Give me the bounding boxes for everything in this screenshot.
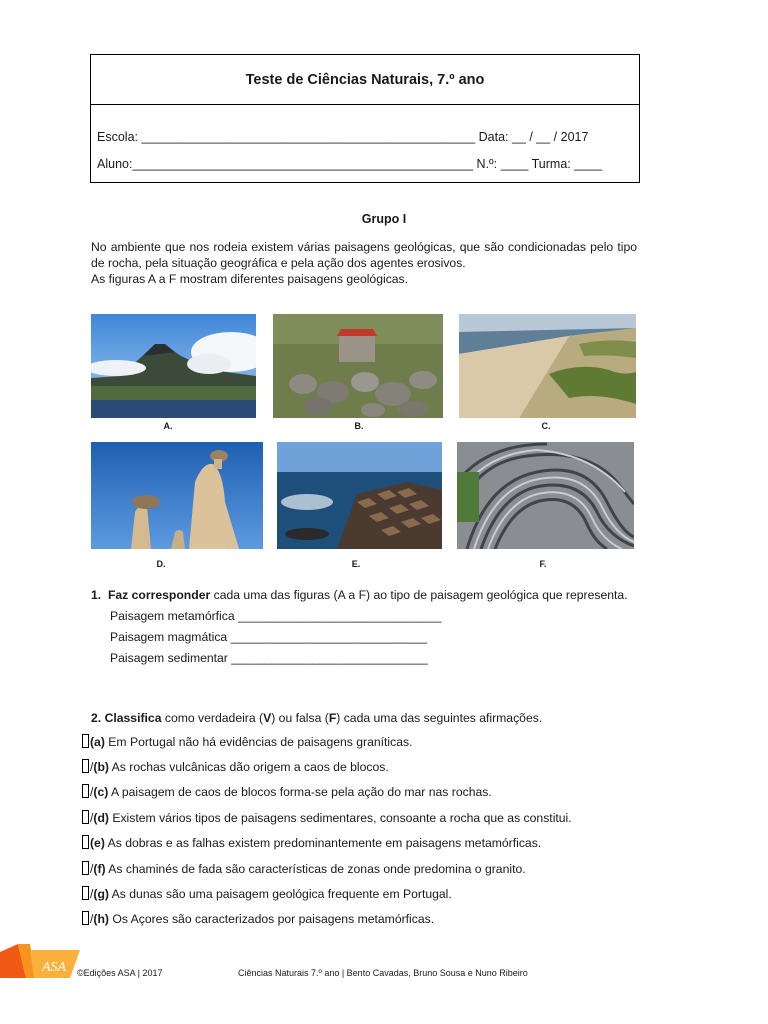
question-2-prompt [91,711,542,725]
statement-label: (d) [93,811,109,825]
answer-box[interactable] [82,911,89,925]
asa-logo-text: ASA [42,960,67,975]
false-letter: F [328,711,337,725]
statement-b [82,759,389,774]
statement-a [82,734,413,749]
figure-f-caption: F. [539,559,547,569]
question-2-text-2: ) ou falsa ( [271,711,329,725]
intro-text [91,239,637,287]
question-2-text-1: como verdadeira ( [161,711,264,725]
figure-c-dunes [459,314,636,418]
statement-prefix: / [90,811,94,825]
statement-h [82,911,434,926]
statement-label: (c) [93,785,109,799]
statement-text: As dobras e as falhas existem predominantemente em paisagens metamórficas. [104,836,542,850]
statement-label: (f) [93,862,106,876]
group-title: Grupo I [361,212,407,226]
question-2-bold: Classifica [104,711,162,725]
asa-logo [0,942,80,980]
statement-text: As dunas são uma paisagem geológica frequente em Portugal. [108,887,452,901]
statement-label: (g) [93,887,109,901]
statement-label: (b) [93,760,109,774]
figure-b-caption: B. [354,421,364,431]
question-1 [91,587,637,666]
answer-box[interactable] [82,759,89,773]
statement-label: (e) [90,836,105,850]
statement-e [82,835,541,850]
statement-label: (h) [93,912,109,926]
statement-prefix: / [90,760,94,774]
statement-d [82,810,572,825]
statement-text: As rochas vulcânicas dão origem a caos de blocos. [108,760,389,774]
statement-g [82,886,452,901]
statement-prefix: / [90,887,94,901]
statement-text: As chaminés de fada são características de zonas onde predomina o granito. [105,862,526,876]
header-box [90,54,640,183]
figure-b-boulders [273,314,443,418]
footer-copyright: ©Edições ASA | 2017 [77,968,163,978]
answer-box[interactable] [82,734,89,748]
answer-box[interactable] [82,810,89,824]
question-1-bold: Faz corresponder [107,588,211,602]
question-1-text: cada uma das figuras (A a F) ao tipo de paisagem geológica que representa. [210,588,628,602]
statement-c [82,784,492,799]
figure-e-caption: E. [351,559,361,569]
figure-e-basalt-columns [277,442,442,549]
statement-label: (a) [90,735,105,749]
statement-prefix: / [90,785,94,799]
statement-prefix: / [90,912,94,926]
student-number-line: Aluno:_________________________________________________ N.º: ____ Turma: ____ [97,157,603,171]
statement-text: Os Açores são caracterizados por paisagens metamórficas. [108,912,435,926]
statement-f [82,861,526,876]
statement-prefix: / [90,862,94,876]
answer-box[interactable] [82,861,89,875]
answer-box[interactable] [82,784,89,798]
statement-text: Existem vários tipos de paisagens sedimentares, consoante a rocha que as constitui. [108,811,572,825]
figure-f-folded-rock [457,442,634,549]
intro-paragraph-2: As figuras A a F mostram diferentes paisagens geológicas. [91,272,409,286]
figure-d-fairy-chimneys [91,442,263,549]
figure-d-caption: D. [156,559,166,569]
answer-box[interactable] [82,886,89,900]
figure-c-caption: C. [541,421,551,431]
figure-a-volcano [91,314,256,418]
question-2-number: 2. [91,711,102,725]
intro-paragraph-1: No ambiente que nos rodeia existem várias paisagens geológicas, que são condicionadas pelo tipo de rocha, pela situação geográfica e pela ação dos agentes erosivos. [91,240,637,270]
figure-a-caption: A. [163,421,173,431]
footer-authors: Ciências Naturais 7.º ano | Bento Cavadas, Bruno Sousa e Nuno Ribeiro [238,968,528,978]
metamorphic-answer-line[interactable]: Paisagem metamórfica ______________________________ [110,609,442,623]
question-1-number: 1. [91,588,102,602]
school-date-line: Escola: ________________________________________________ Data: __ / __ / 2017 [97,130,589,144]
test-title: Teste de Ciências Naturais, 7.º ano [91,55,639,105]
statement-text: A paisagem de caos de blocos forma-se pela ação do mar nas rochas. [108,785,492,799]
question-1-prompt [91,587,637,603]
question-2-text-3: ) cada uma das seguintes afirmações. [336,711,543,725]
magmatic-answer-line[interactable]: Paisagem magmática _____________________________ [110,630,428,644]
answer-box[interactable] [82,835,89,849]
sedimentary-answer-line[interactable]: Paisagem sedimentar _____________________________ [110,651,428,665]
statement-text: Em Portugal não há evidências de paisagens graníticas. [104,735,413,749]
true-letter: V [263,711,272,725]
